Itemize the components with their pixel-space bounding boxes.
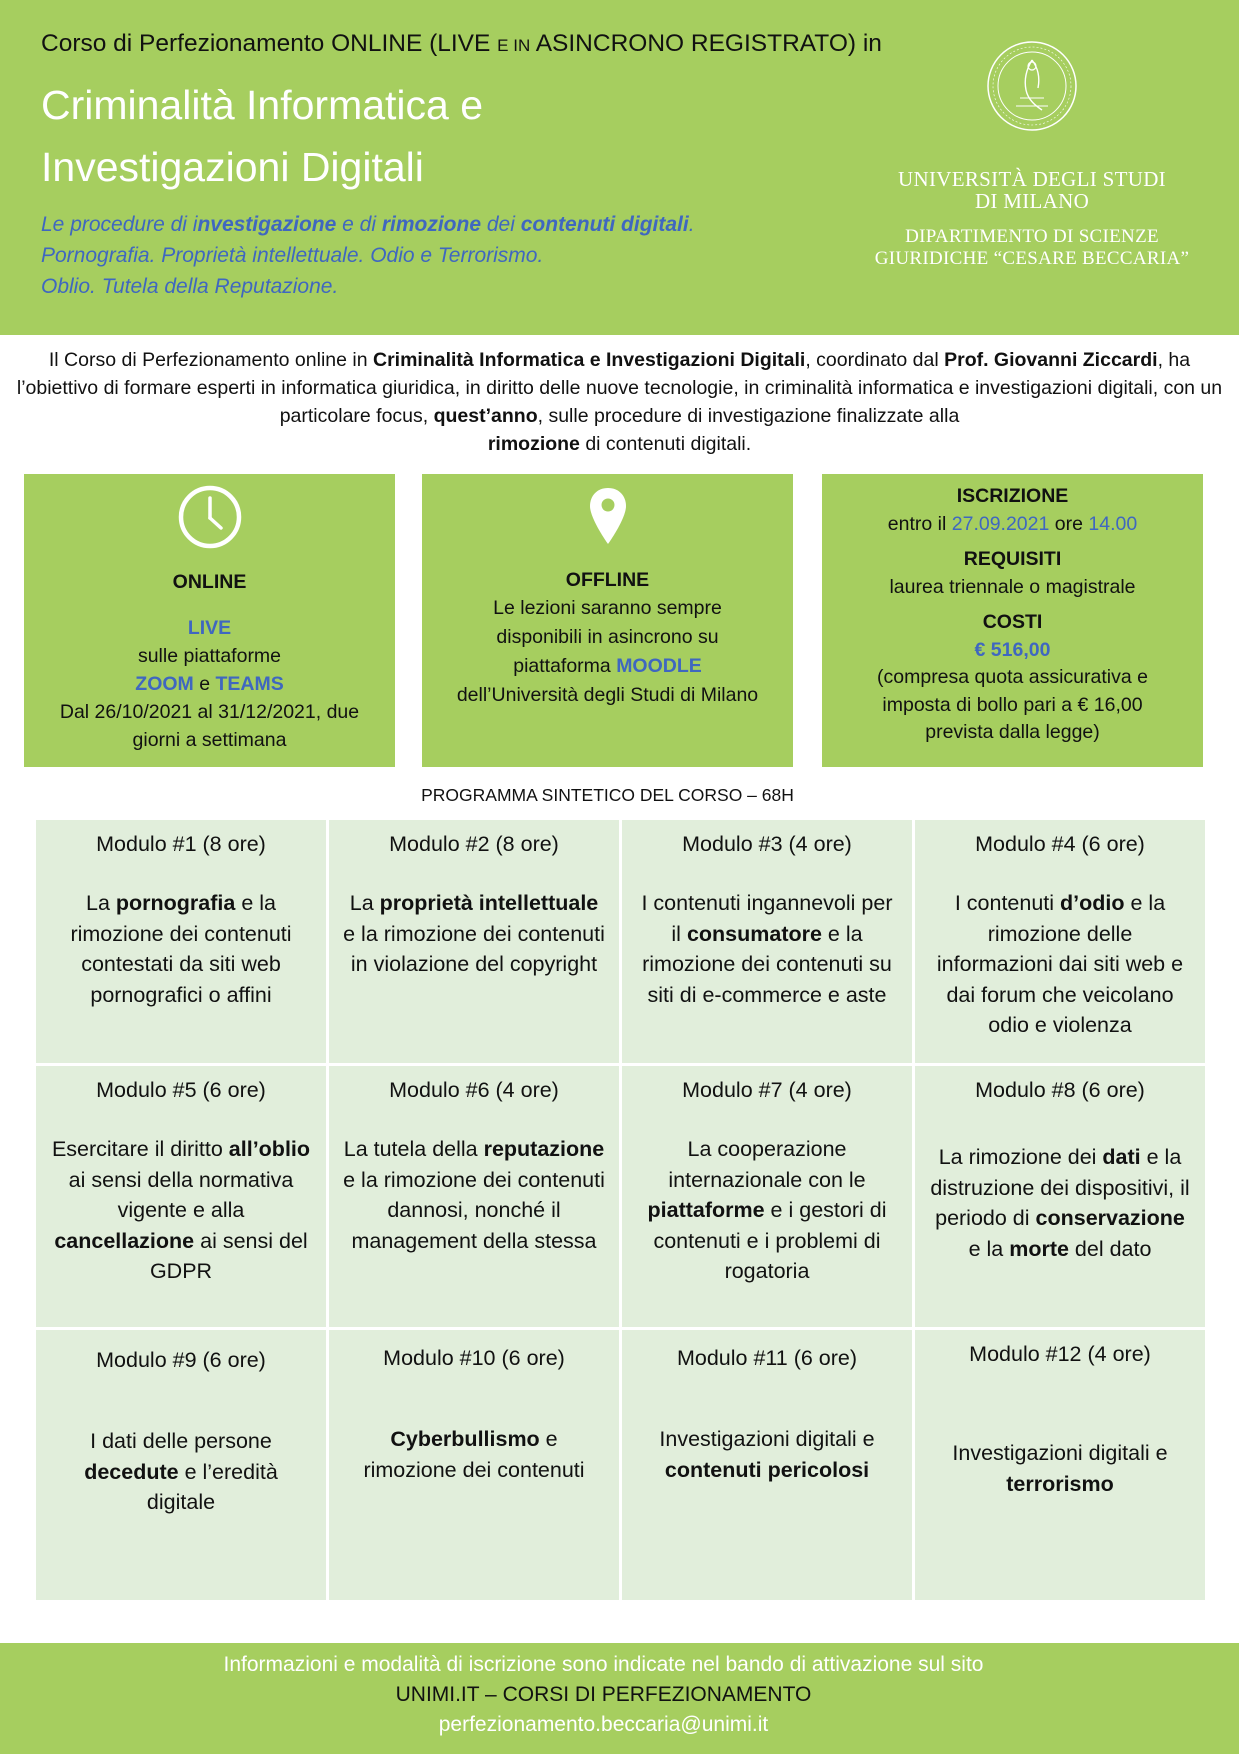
course-subtitle <box>41 209 695 302</box>
program-title: PROGRAMMA SINTETICO DEL CORSO – 68H <box>421 785 794 805</box>
offline-line3: piattaforma MOODLE <box>513 655 702 677</box>
course-title-line2: Investigazioni Digitali <box>41 144 424 190</box>
module-heading: Modulo #1 (8 ore) <box>96 832 266 856</box>
location-pin-icon <box>588 486 628 546</box>
module-card <box>622 1330 912 1600</box>
footer-email-link[interactable]: perfezionamento.beccaria@unimi.it <box>438 1713 769 1736</box>
requirements-text: laurea triennale o magistrale <box>889 575 1136 598</box>
subtitle-line2: Pornografia. Proprietà intellettuale. Odio e Terrorismo. <box>41 244 544 267</box>
university-seal-icon <box>986 40 1078 132</box>
offline-line2: disponibili in asincrono su <box>496 626 719 648</box>
module-heading: Modulo #11 (6 ore) <box>676 1346 858 1370</box>
online-frequency: giorni a settimana <box>132 729 287 751</box>
course-type-text-2: ASINCRONO REGISTRATO) in <box>530 30 882 57</box>
university-name: UNIVERSITÀ DEGLI STUDI DI MILANO <box>898 167 1166 213</box>
offline-box <box>422 474 793 767</box>
enrollment-heading: ISCRIZIONE <box>956 485 1069 507</box>
costs-note-3: prevista dalla legge) <box>925 721 1100 743</box>
header-banner <box>0 0 1239 335</box>
university-logo <box>852 40 1212 270</box>
costs-heading: COSTI <box>982 611 1043 633</box>
online-dates: Dal 26/10/2021 al 31/12/2021, due <box>59 701 360 723</box>
module-heading: Modulo #8 (6 ore) <box>975 1078 1145 1102</box>
module-heading: Modulo #10 (6 ore) <box>383 1346 565 1370</box>
online-platform-names: ZOOM e TEAMS <box>135 673 284 695</box>
clock-icon <box>177 484 243 550</box>
module-heading: Modulo #3 (4 ore) <box>682 832 852 856</box>
enrollment-deadline: entro il 27.09.2021 ore 14.00 <box>887 512 1138 535</box>
course-title <box>41 74 483 198</box>
online-box <box>24 474 395 767</box>
module-card <box>622 1066 912 1327</box>
offline-line1: Le lezioni saranno sempre <box>493 597 722 619</box>
module-heading: Modulo #12 (4 ore) <box>969 1342 1151 1366</box>
intro-paragraph: Il Corso di Perfezionamento online in Criminalità Informatica e Investigazioni Digitali, coordinato dal Prof. Giovanni Ziccardi, ha l’obiettivo di formare esperti in informatica giuridica, in diritto delle nuove tecnologie, in criminalità informatica e investigazioni digitali, con un particolare focus, quest’anno, sulle procedure di investigazione finalizzate alla rimozione di contenuti digitali. <box>16 349 1223 455</box>
module-card <box>36 1066 326 1327</box>
module-card <box>915 1330 1205 1600</box>
course-title-line1: Criminalità Informatica e <box>41 82 484 128</box>
module-text: Investigazioni digitali e terrorismo <box>952 1441 1168 1496</box>
module-card <box>36 1330 326 1600</box>
costs-note-2: imposta di bollo pari a € 16,00 <box>882 693 1143 716</box>
online-platforms-text: sulle piattaforme <box>137 645 282 667</box>
module-card <box>915 1066 1205 1327</box>
subtitle-line3: Oblio. Tutela della Reputazione. <box>41 275 339 298</box>
module-text: I contenuti d’odio e la rimozione delle informazioni dai siti web e dai forum che veicolano odio e violenza <box>936 891 1184 1037</box>
module-text: Esercitare il diritto all’oblio ai sensi della normativa vigente e alla cancellazione ai sensi del GDPR <box>51 1137 311 1283</box>
online-live: LIVE <box>187 617 232 639</box>
module-heading: Modulo #6 (4 ore) <box>389 1078 559 1102</box>
module-heading: Modulo #4 (6 ore) <box>975 832 1145 856</box>
module-text: Cyberbullismo e rimozione dei contenuti <box>363 1427 585 1482</box>
requirements-heading: REQUISITI <box>963 548 1062 570</box>
footer-banner <box>0 1643 1239 1754</box>
enrollment-info-box <box>822 474 1203 767</box>
module-card <box>329 820 619 1063</box>
module-card <box>36 820 326 1063</box>
modules-grid <box>36 820 1204 1600</box>
module-card <box>329 1066 619 1327</box>
costs-note-1: (compresa quota assicurativa e <box>877 666 1148 688</box>
module-heading: Modulo #9 (6 ore) <box>96 1348 266 1372</box>
module-heading: Modulo #2 (8 ore) <box>389 832 559 856</box>
online-heading: ONLINE <box>172 571 247 593</box>
module-text: La pornografia e la rimozione dei contenuti contestati da siti web pornografici o affini <box>70 891 292 1007</box>
price: € 516,00 <box>974 638 1051 661</box>
footer-website-link[interactable]: UNIMI.IT – CORSI DI PERFEZIONAMENTO <box>395 1683 812 1706</box>
module-card <box>329 1330 619 1600</box>
course-type-text: Corso di Perfezionamento ONLINE (LIVE <box>41 30 498 57</box>
module-heading: Modulo #7 (4 ore) <box>682 1078 852 1102</box>
module-text: I contenuti ingannevoli per il consumatore e la rimozione dei contenuti su siti di e-commerce e aste <box>641 891 893 1007</box>
module-card <box>915 820 1205 1063</box>
module-text: La proprietà intellettuale e la rimozione dei contenuti in violazione del copyright <box>343 891 605 976</box>
course-type-line <box>41 30 882 58</box>
module-card <box>622 820 912 1063</box>
module-text: Investigazioni digitali e contenuti pericolosi <box>659 1427 875 1482</box>
offline-heading: OFFLINE <box>565 569 650 591</box>
module-text: La tutela della reputazione e la rimozione dei contenuti dannosi, nonché il management della stessa <box>343 1137 605 1253</box>
footer-info-text: Informazioni e modalità di iscrizione sono indicate nel bando di attivazione sul sito <box>223 1653 984 1676</box>
course-type-smallcaps: E IN <box>497 36 531 55</box>
subtitle-line1: Le procedure di investigazione e di rimozione dei contenuti digitali. <box>41 213 695 236</box>
module-text: I dati delle persone decedute e l’eredità digitale <box>84 1429 278 1514</box>
offline-line4: dell’Università degli Studi di Milano <box>456 684 759 706</box>
module-text: La cooperazione internazionale con le piattaforme e i gestori di contenuti e i problemi di rogatoria <box>647 1137 887 1283</box>
department-name: DIPARTIMENTO DI SCIENZE GIURIDICHE “CESARE BECCARIA” <box>874 226 1190 269</box>
module-heading: Modulo #5 (6 ore) <box>96 1078 266 1102</box>
module-text: La rimozione dei dati e la distruzione dei dispositivi, il periodo di conservazione e la morte del dato <box>930 1145 1190 1261</box>
